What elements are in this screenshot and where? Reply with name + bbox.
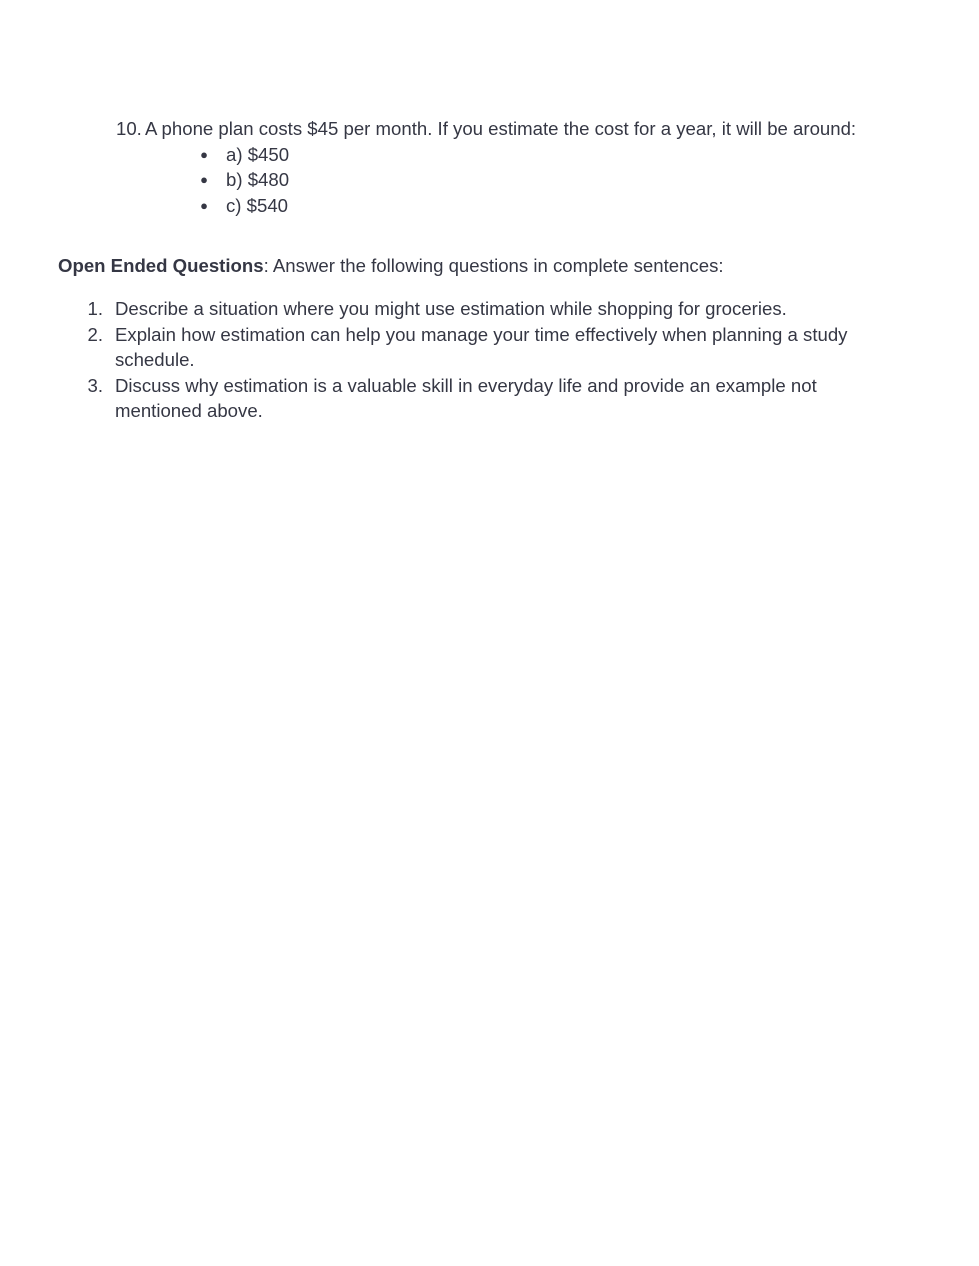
item-text: Describe a situation where you might use estimation while shopping for groceries. bbox=[115, 298, 787, 319]
answer-option bbox=[116, 167, 916, 193]
open-ended-heading-bold: Open Ended Questions bbox=[58, 255, 264, 276]
answer-options bbox=[116, 142, 916, 219]
bullet-icon: ● bbox=[200, 146, 208, 162]
bullet-icon: ● bbox=[200, 197, 208, 213]
option-label: c) $540 bbox=[226, 194, 289, 216]
open-ended-heading-instructions: : Answer the following questions in complete sentences: bbox=[263, 255, 724, 276]
question-number: 10. bbox=[116, 118, 142, 139]
question-text: A phone plan costs $45 per month. If you estimate the cost for a year, it will be around: bbox=[145, 118, 857, 139]
item-text: Discuss why estimation is a valuable skill in everyday life and provide an example not mentioned above. bbox=[115, 374, 817, 421]
list-item bbox=[58, 322, 888, 373]
open-ended-list bbox=[58, 296, 888, 424]
list-item bbox=[58, 373, 888, 424]
answer-option bbox=[116, 193, 916, 219]
answer-option bbox=[116, 142, 916, 168]
question-10-stem bbox=[116, 116, 916, 142]
item-text: Explain how estimation can help you manage your time effectively when planning a study schedule. bbox=[115, 323, 848, 370]
question-10 bbox=[116, 116, 916, 218]
option-label: b) $480 bbox=[226, 169, 290, 190]
bullet-icon: ● bbox=[200, 172, 208, 187]
item-number: 3. bbox=[87, 374, 103, 396]
open-ended-heading bbox=[58, 253, 724, 279]
item-number: 1. bbox=[87, 298, 103, 319]
item-number: 2. bbox=[87, 323, 103, 345]
option-label: a) $450 bbox=[226, 143, 290, 165]
list-item bbox=[58, 296, 888, 322]
